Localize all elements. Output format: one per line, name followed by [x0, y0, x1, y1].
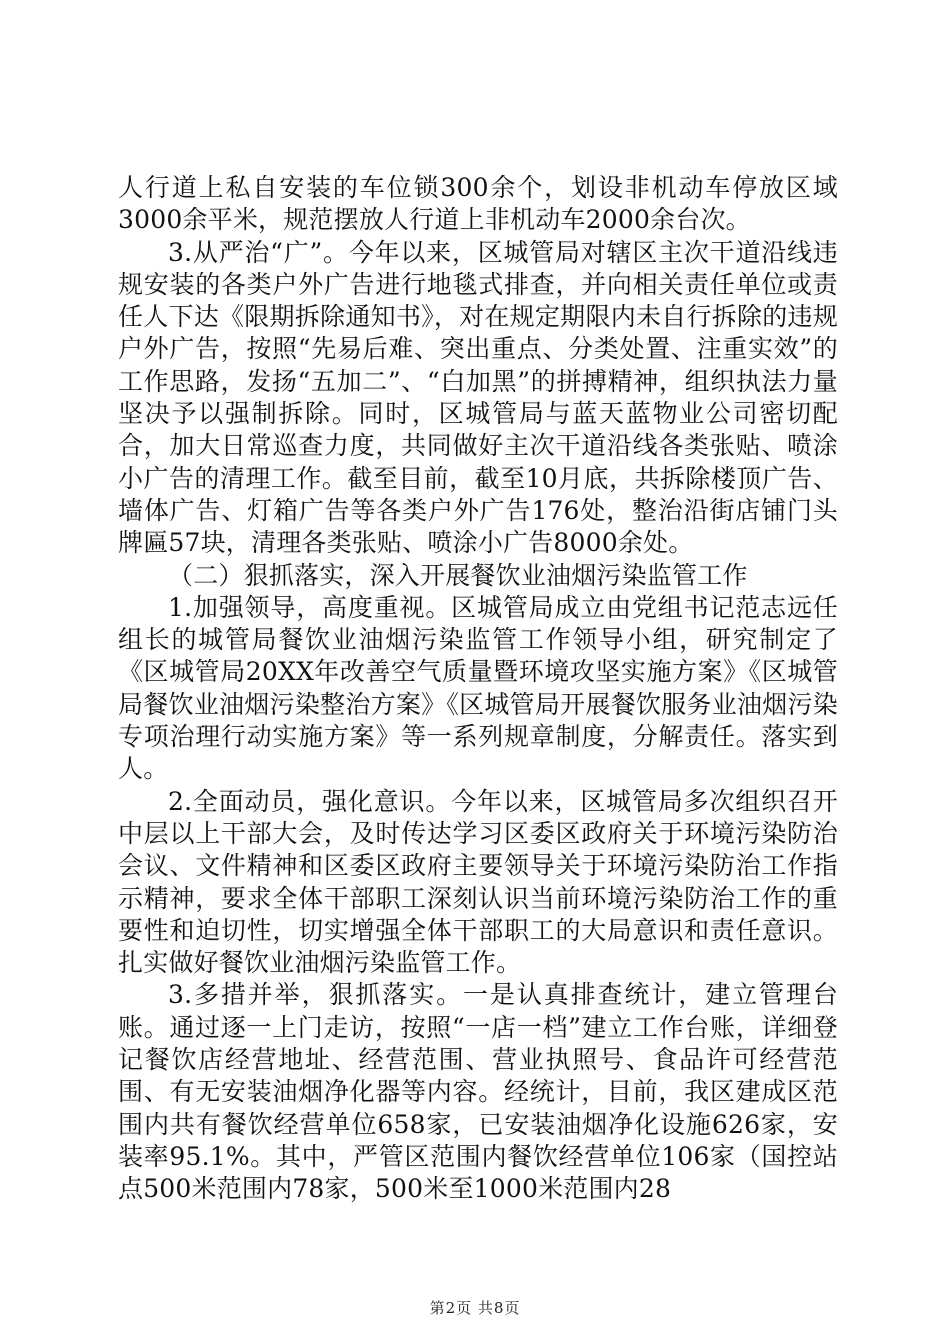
paragraph-item-2-mobilization: 2.全面动员，强化意识。今年以来，区城管局多次组织召开中层以上干部大会，及时传达学习区委区政府关于环境污染防治会议、文件精神和区委区政府主要领导关于环境污染防治工作指示精神，要求全体干部职工深刻认识当前环境污染防治工作的重要性和迫切性，切实增强全体干部职工的大局意识和责任意识。扎实做好餐饮业油烟污染监管工作。 — [118, 786, 838, 978]
section-heading-2: （二）狠抓落实，深入开展餐饮业油烟污染监管工作 — [168, 560, 748, 590]
paragraph-item-3-advertising: 3.从严治“广”。今年以来，区城管局对辖区主次干道沿线违规安装的各类户外广告进行地毯式排查，并向相关责任单位或责任人下达《限期拆除通知书》，对在规定期限内未自行拆除的违规户外广告，按照“先易后难、突出重点、分类处置、注重实效”的工作思路，发扬“五加二”、“白加黑”的拼搏精神，组织执法力量坚决予以强制拆除。同时，区城管局与蓝天蓝物业公司密切配合，加大日常巡查力度，共同做好主次干道沿线各类张贴、喷涂小广告的清理工作。截至目前，截至10月底，共拆除楼顶广告、墙体广告、灯箱广告等各类户外广告176处，整治沿街店铺门头牌匾57块，清理各类张贴、喷涂小广告8000余处。 — [118, 237, 838, 558]
document-body — [118, 172, 838, 1206]
paragraph-continuation: 人行道上私自安装的车位锁300余个，划设非机动车停放区域3000余平米，规范摆放人行道上非机动车2000余台次。 — [118, 173, 838, 235]
page-number-footer: 第2页 共8页 — [429, 1299, 521, 1317]
paragraph-item-1-leadership: 1.加强领导，高度重视。区城管局成立由党组书记范志远任组长的城管局餐饮业油烟污染监管工作领导小组，研究制定了《区城管局20XX年改善空气质量暨环境攻坚实施方案》《区城管局餐饮业油烟污染整治方案》《区城管局开展餐饮服务业油烟污染专项治理行动实施方案》等一系列规章制度，分解责任。落实到人。 — [118, 592, 838, 784]
paragraph-item-3-measures: 3.多措并举，狠抓落实。一是认真排查统计，建立管理台账。通过逐一上门走访，按照“一店一档”建立工作台账，详细登记餐饮店经营地址、经营范围、营业执照号、食品许可经营范围、有无安装油烟净化器等内容。经统计，目前，我区建成区范围内共有餐饮经营单位658家，已安装油烟净化设施626家，安装率95.1%。其中，严管区范围内餐饮经营单位106家（国控站点500米范围内78家，500米至1000米范围内28 — [118, 980, 838, 1204]
